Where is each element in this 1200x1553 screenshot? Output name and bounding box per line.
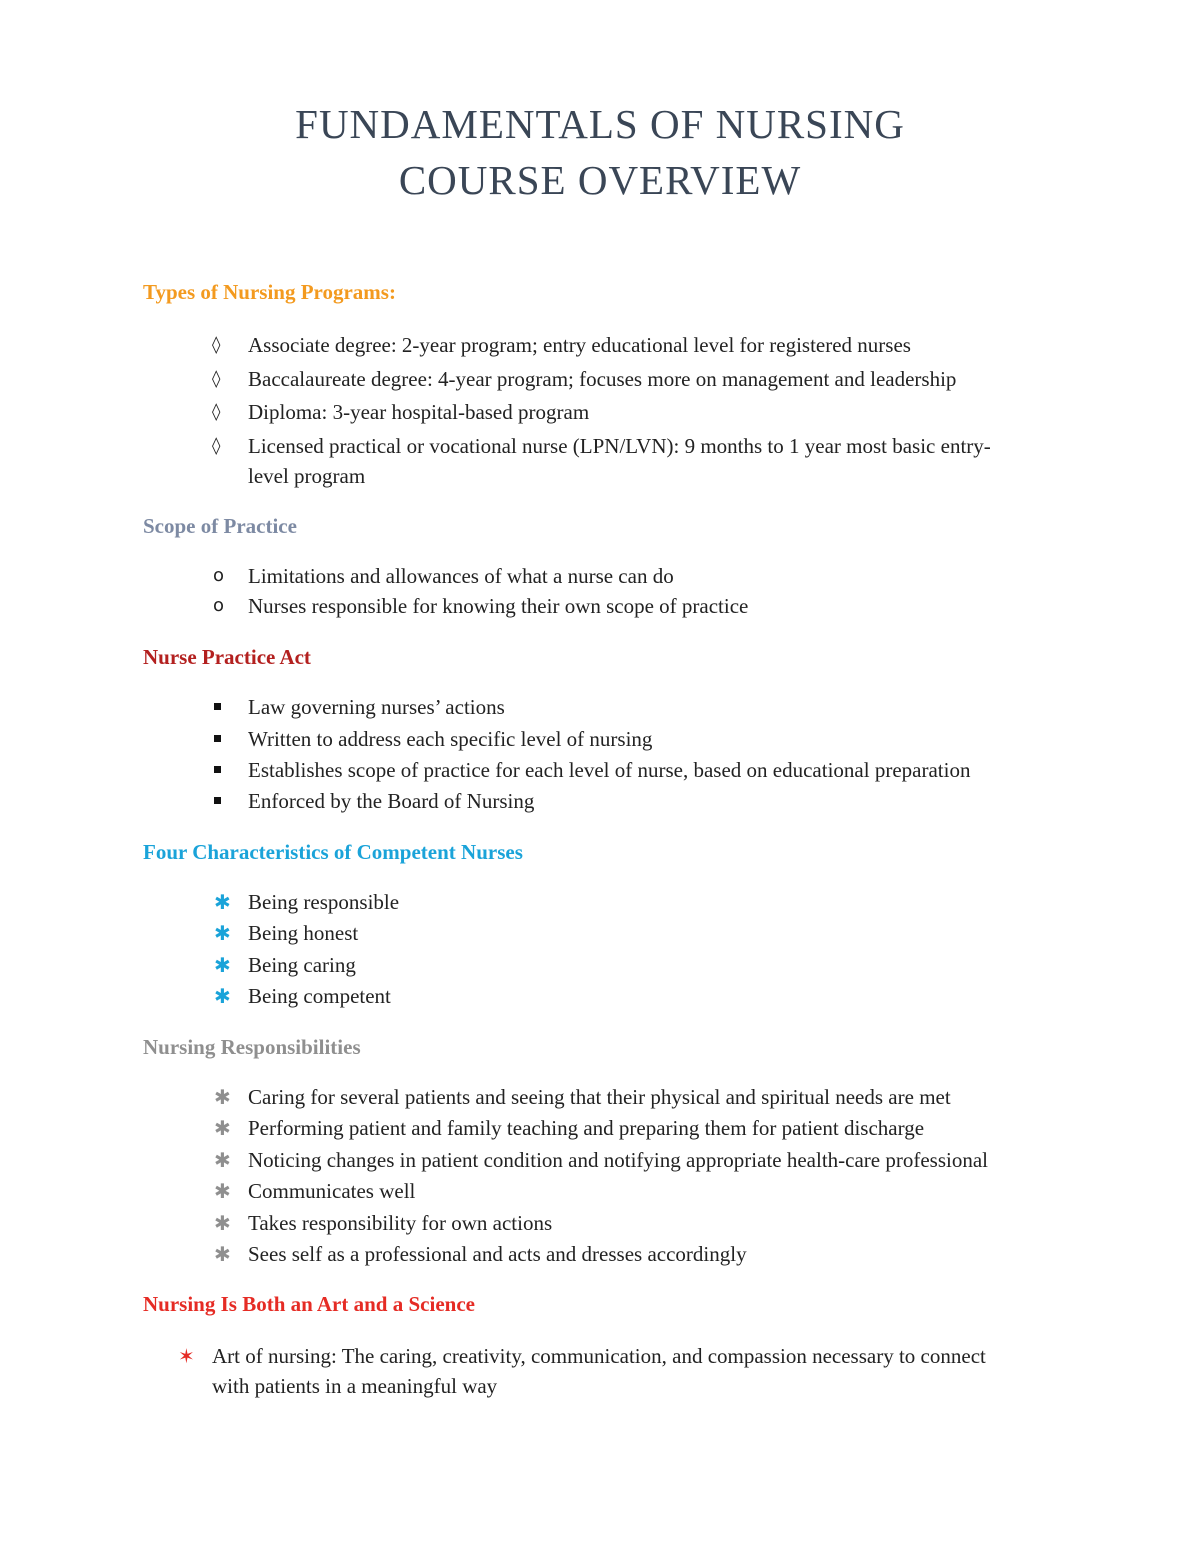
asterisk-icon: ✱ — [214, 984, 231, 1008]
list-item-continuation: level program — [248, 464, 366, 488]
asterisk-icon: ✱ — [214, 1242, 231, 1266]
asterisk-icon: ✱ — [214, 1148, 231, 1172]
list-item: Art of nursing: The caring, creativity, communication, and compassion necessary to connect — [212, 1344, 986, 1368]
heading-types-of-programs: Types of Nursing Programs: — [143, 280, 396, 304]
list-item: Nurses responsible for knowing their own scope of practice — [248, 594, 749, 618]
list-item: Being responsible — [248, 890, 400, 914]
title-line-1: FUNDAMENTALS OF NURSING — [295, 101, 905, 147]
square-bullet-icon — [214, 786, 224, 816]
heading-four-characteristics: Four Characteristics of Competent Nurses — [143, 840, 523, 864]
heading-nurse-practice-act: Nurse Practice Act — [143, 645, 311, 669]
list-item: Caring for several patients and seeing that their physical and spiritual needs are met — [248, 1085, 951, 1109]
square-bullet-icon — [214, 692, 224, 722]
list-item: Noticing changes in patient condition and notifying appropriate health-care professional — [248, 1148, 989, 1172]
list-item: Establishes scope of practice for each level of nurse, based on educational preparation — [248, 758, 971, 782]
asterisk-icon: ✱ — [214, 953, 231, 977]
diamond-outline-icon: ◊ — [212, 436, 221, 456]
list-item: Baccalaureate degree: 4-year program; focuses more on management and leadership — [248, 367, 957, 391]
square-bullet-icon — [214, 755, 224, 785]
asterisk-icon: ✱ — [214, 890, 231, 914]
circle-outline-icon: o — [213, 565, 225, 586]
document-title — [0, 96, 1200, 208]
diamond-outline-icon: ◊ — [212, 402, 221, 422]
list-item: Being honest — [248, 921, 359, 945]
diamond-outline-icon: ◊ — [212, 369, 221, 389]
list-item: Being caring — [248, 953, 356, 977]
list-item: Licensed practical or vocational nurse (LPN/LVN): 9 months to 1 year most basic entry- — [248, 434, 991, 458]
asterisk-icon: ✱ — [214, 1179, 231, 1203]
list-item: Written to address each specific level of nursing — [248, 727, 653, 751]
list-item: Sees self as a professional and acts and dresses accordingly — [248, 1242, 747, 1266]
list-item: Diploma: 3-year hospital-based program — [248, 400, 590, 424]
list-item: Enforced by the Board of Nursing — [248, 789, 535, 813]
list-item: Takes responsibility for own actions — [248, 1211, 553, 1235]
list-item: Communicates well — [248, 1179, 416, 1203]
list-item: Being competent — [248, 984, 391, 1008]
list-item: Associate degree: 2-year program; entry educational level for registered nurses — [248, 333, 911, 357]
heading-art-and-science: Nursing Is Both an Art and a Science — [143, 1292, 475, 1316]
circle-outline-icon: o — [213, 595, 225, 616]
six-point-star-icon: ✶ — [178, 1344, 195, 1368]
heading-nursing-responsibilities: Nursing Responsibilities — [143, 1035, 361, 1059]
asterisk-icon: ✱ — [214, 1211, 231, 1235]
list-item: Limitations and allowances of what a nurse can do — [248, 564, 674, 588]
list-item: Performing patient and family teaching and preparing them for patient discharge — [248, 1116, 925, 1140]
asterisk-icon: ✱ — [214, 921, 231, 945]
asterisk-icon: ✱ — [214, 1116, 231, 1140]
square-bullet-icon — [214, 724, 224, 754]
diamond-outline-icon: ◊ — [212, 335, 221, 355]
asterisk-icon: ✱ — [214, 1085, 231, 1109]
list-item-continuation: with patients in a meaningful way — [212, 1374, 498, 1398]
title-line-2: COURSE OVERVIEW — [398, 157, 802, 203]
list-item: Law governing nurses’ actions — [248, 695, 505, 719]
heading-scope-of-practice: Scope of Practice — [143, 514, 297, 538]
